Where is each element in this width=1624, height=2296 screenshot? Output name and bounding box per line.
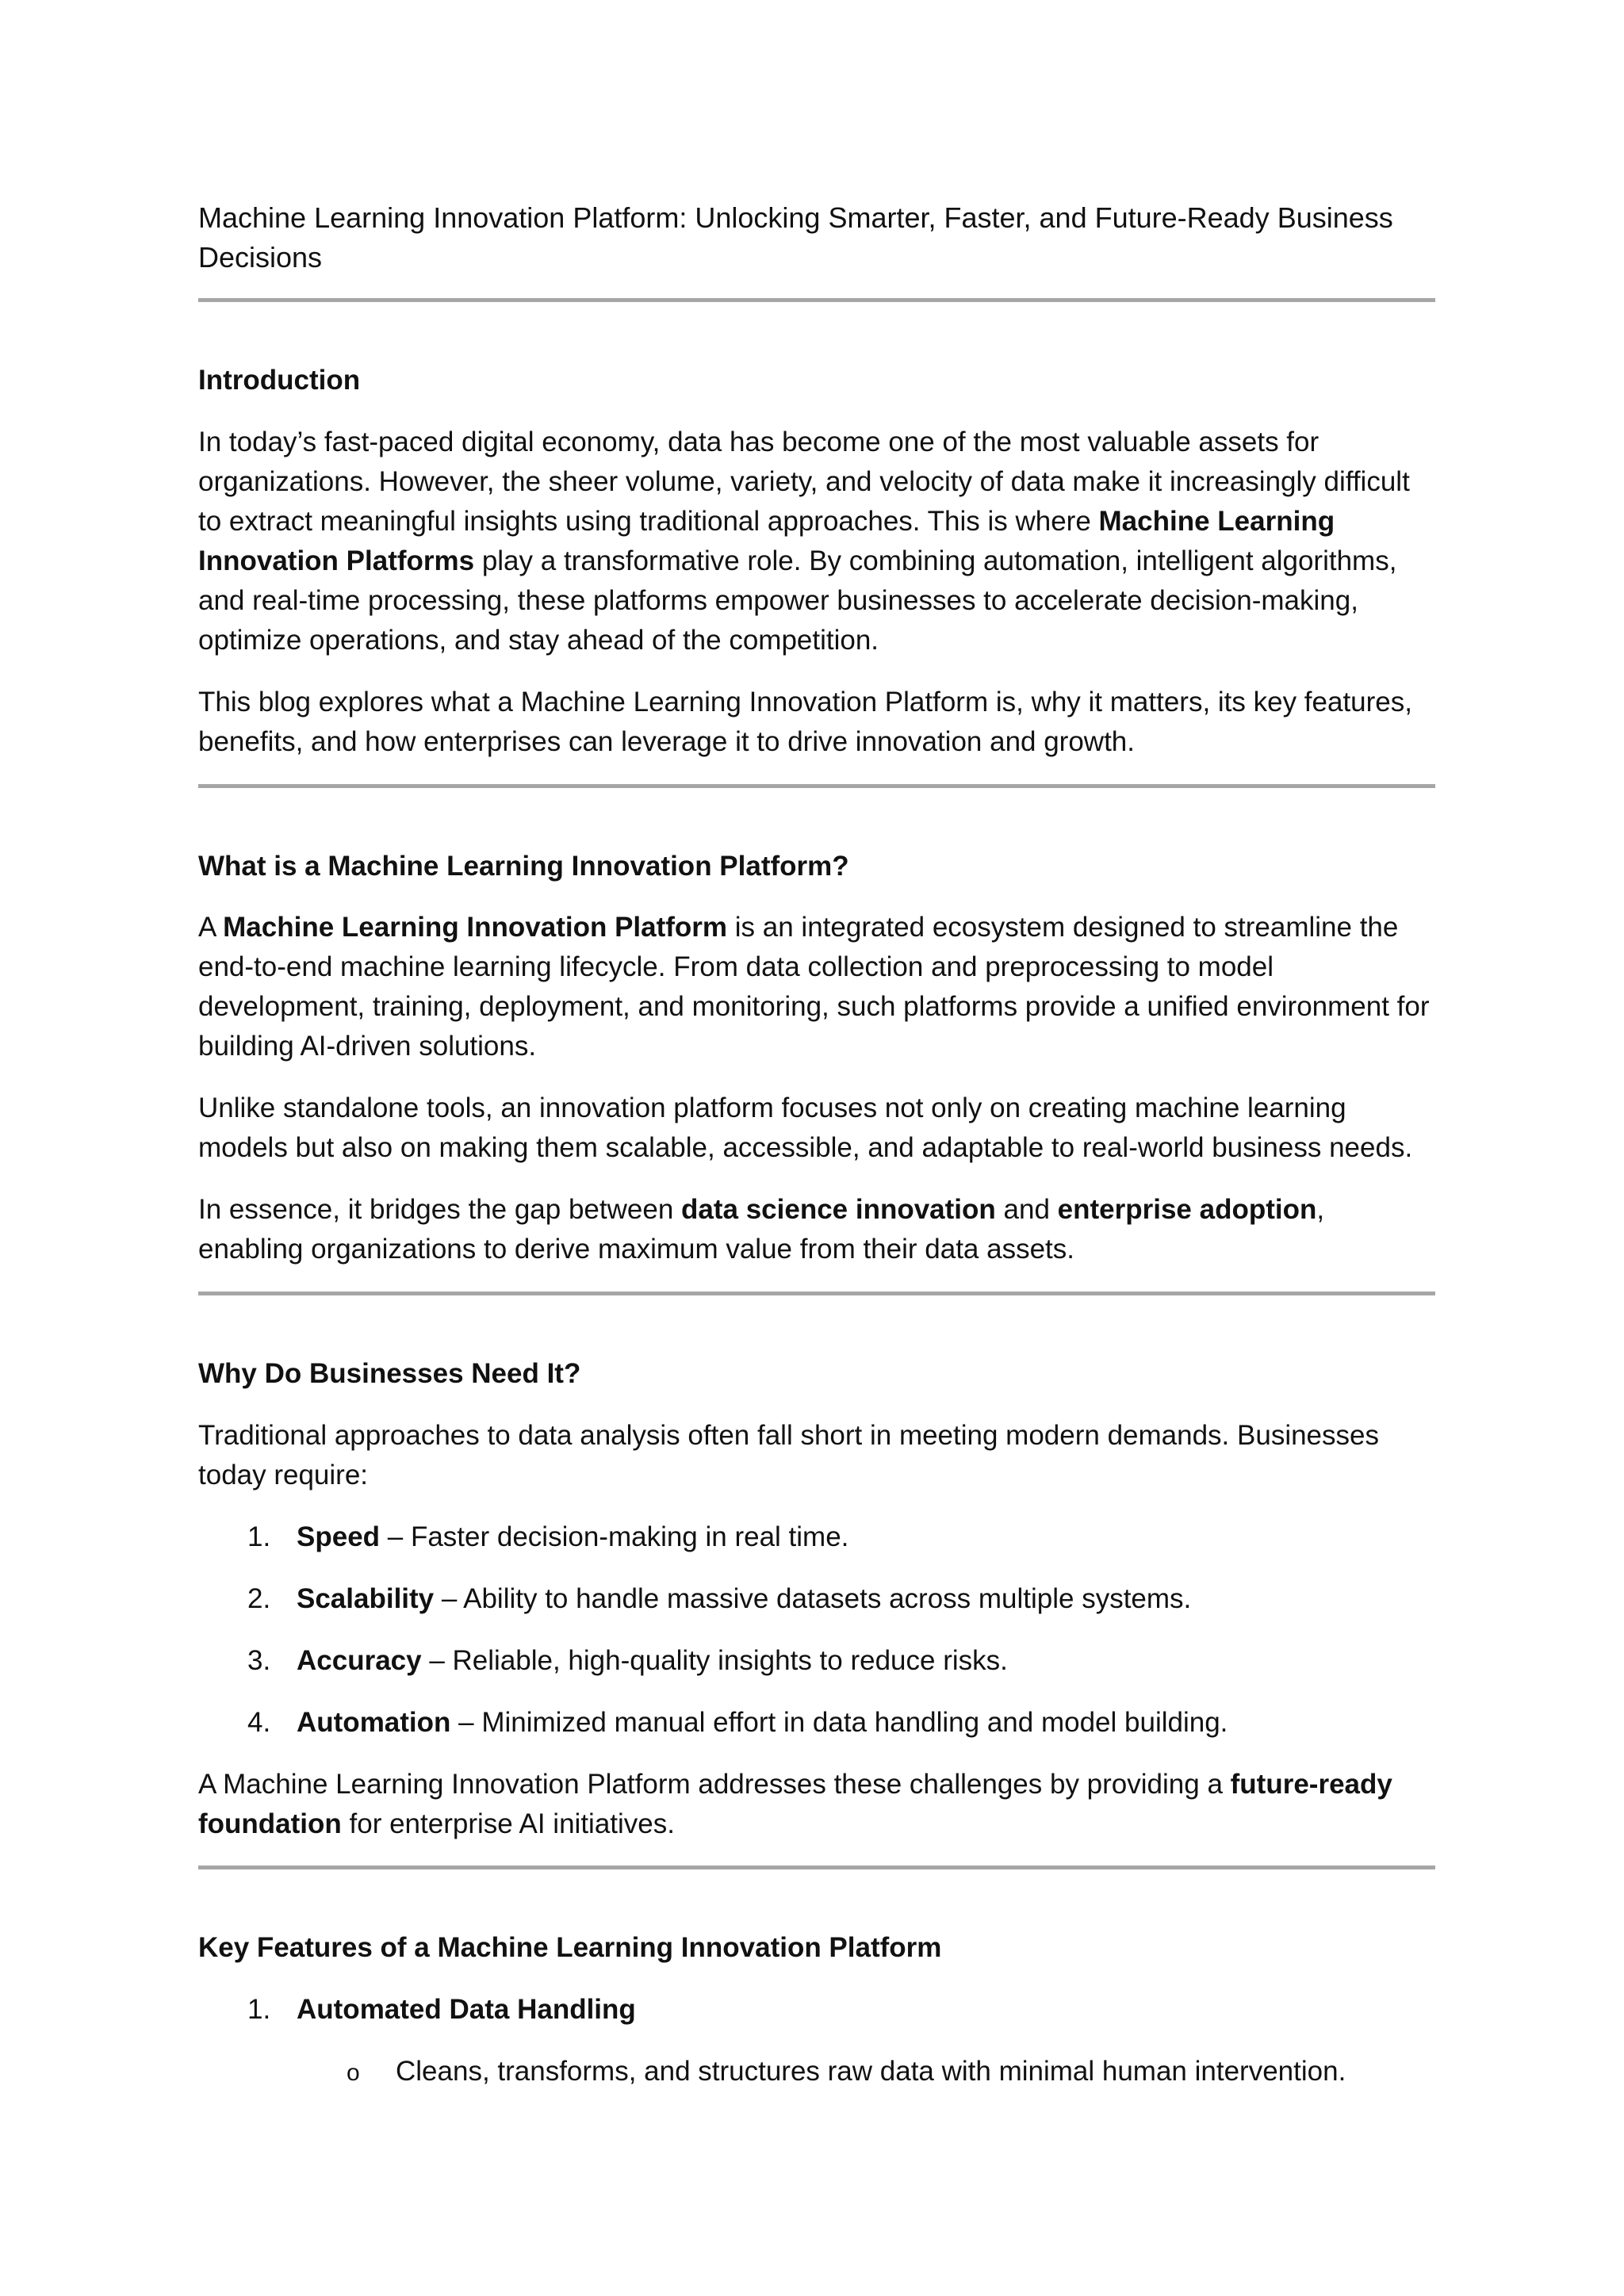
intro-paragraph-2: This blog explores what a Machine Learning Innovation Platform is, why it matters, its key features, benefits, and how enterprises can leverage it to drive innovation and growth. <box>198 687 1412 757</box>
section-heading-why: Why Do Businesses Need It? <box>198 1358 581 1389</box>
what-paragraph-1: A Machine Learning Innovation Platform is an integrated ecosystem designed to streamline the end-to-end machine learning lifecycle. From data collection and preprocessing to model development, training, deployment, and monitoring, such platforms provide a unified environment for building AI-driven solutions. <box>198 912 1430 1062</box>
section-divider <box>198 1866 1435 1869</box>
sub-list-item: o Cleans, transforms, and structures raw data with minimal human intervention. <box>347 2052 1346 2093</box>
what-paragraph-3: In essence, it bridges the gap between data science innovation and enterprise adoption, enabling organizations to derive maximum value from their data assets. <box>198 1194 1325 1265</box>
list-item: 4. Automation – Minimized manual effort in data handling and model building. <box>247 1707 1228 1738</box>
section-heading-key-features: Key Features of a Machine Learning Innovation Platform <box>198 1932 942 1963</box>
intro-paragraph-1: In today’s fast-paced digital economy, data has become one of the most valuable assets for organizations. However, the sheer volume, variety, and velocity of data make it increasingly difficult to extract meaningful insights using traditional approaches. This is where Machine Learning Innovation Platforms play a transformative role. By combining automation, intelligent algorithms, and real-time processing, these platforms empower businesses to accelerate decision-making, optimize operations, and stay ahead of the competition. <box>198 427 1410 656</box>
what-paragraph-2: Unlike standalone tools, an innovation platform focuses not only on creating machine learning models but also on making them scalable, accessible, and adaptable to real-world business needs. <box>198 1093 1413 1163</box>
list-item: 2. Scalability – Ability to handle massive datasets across multiple systems. <box>247 1583 1192 1614</box>
why-paragraph-1: Traditional approaches to data analysis often fall short in meeting modern demands. Businesses today require: <box>198 1420 1379 1490</box>
section-divider <box>198 1292 1435 1295</box>
list-item: 1. Speed – Faster decision-making in real time. <box>247 1521 849 1552</box>
section-heading-what-is: What is a Machine Learning Innovation Platform? <box>198 851 849 882</box>
bullet-icon: o <box>347 2060 360 2086</box>
section-divider <box>198 784 1435 788</box>
list-item: 3. Accuracy – Reliable, high-quality insights to reduce risks. <box>247 1645 1008 1676</box>
section-divider <box>198 298 1435 302</box>
why-paragraph-2: A Machine Learning Innovation Platform addresses these challenges by providing a future-ready foundation for enterprise AI initiatives. <box>198 1769 1392 1839</box>
section-heading-introduction: Introduction <box>198 365 361 396</box>
list-item: 1. Automated Data Handling <box>247 1994 636 2025</box>
document-title: Machine Learning Innovation Platform: Unlocking Smarter, Faster, and Future-Ready Business Decisions <box>198 201 1393 274</box>
